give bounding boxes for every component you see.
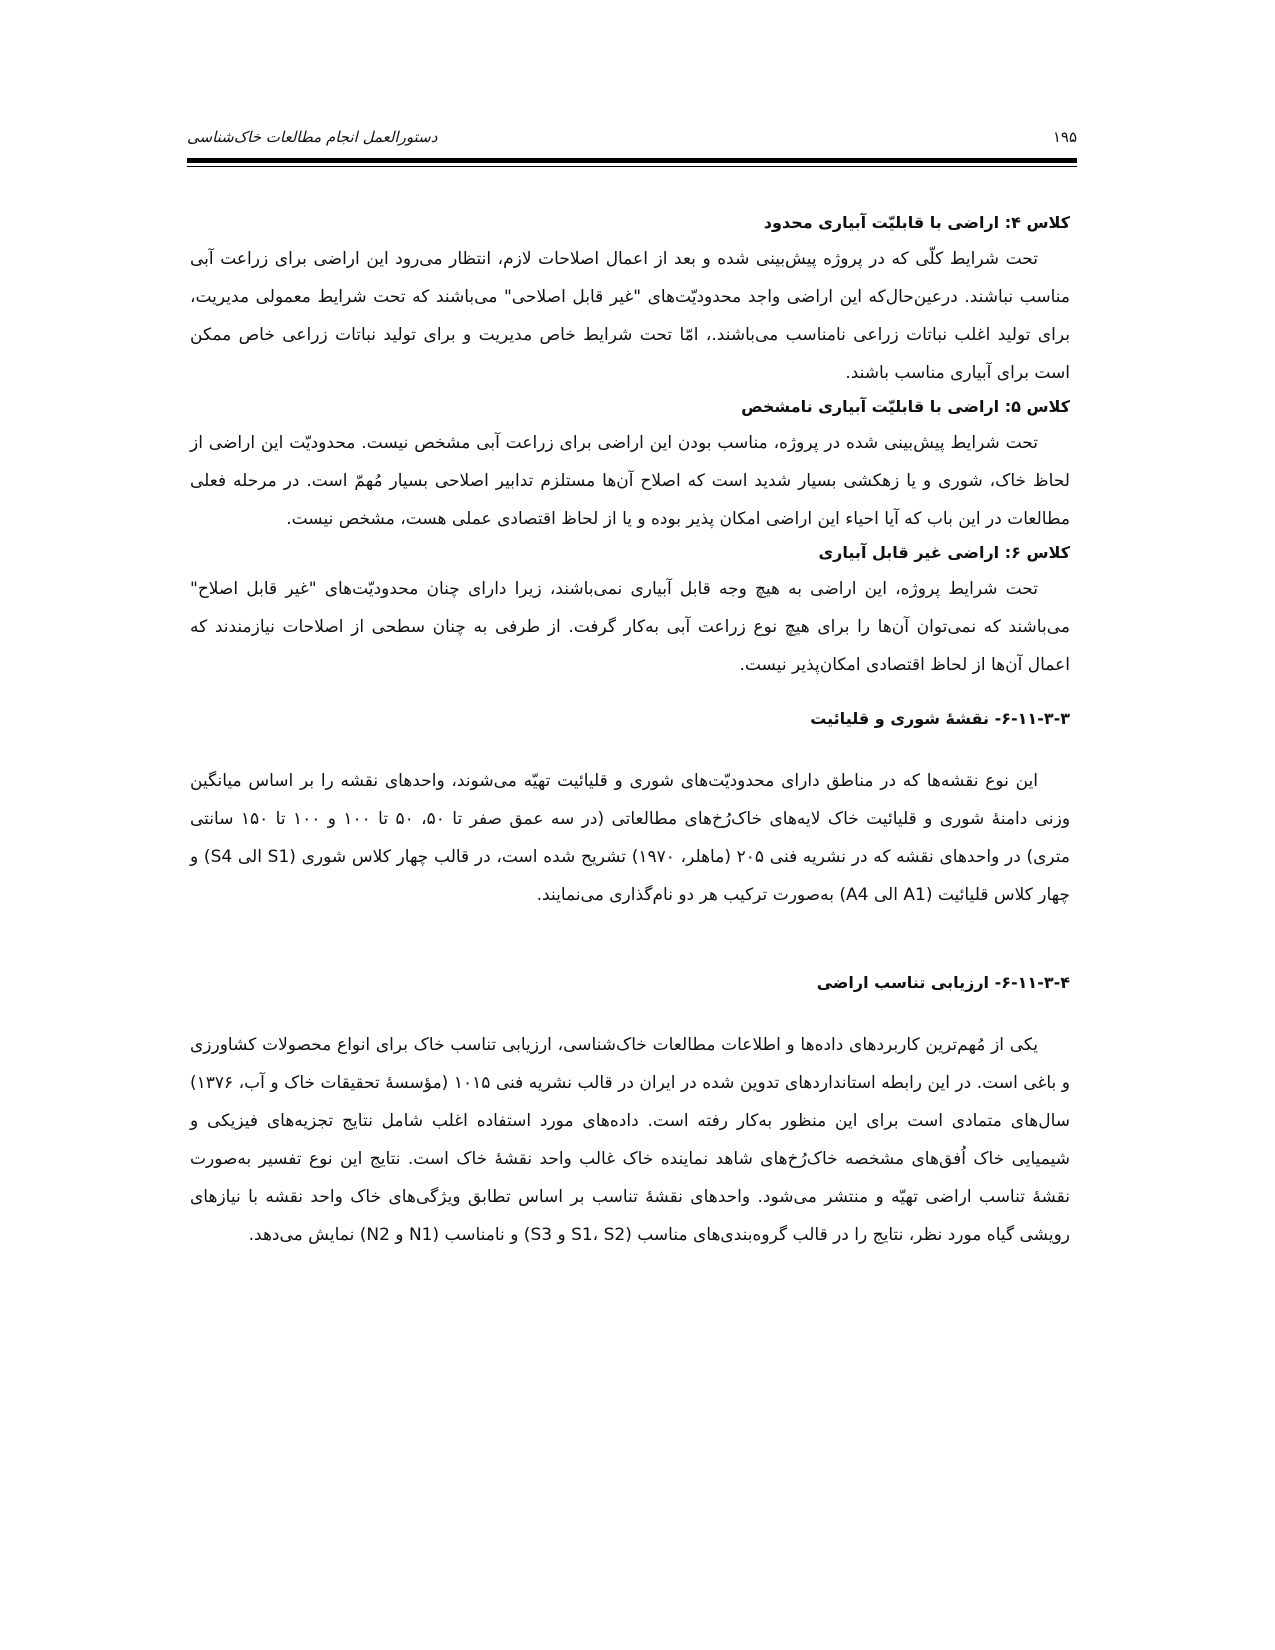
class6-heading: کلاس ۶: اراضی غیر قابل آبیاری [818, 543, 1070, 562]
section-gap [190, 918, 1070, 948]
header-rule-thick [187, 158, 1077, 163]
header-rule-thin [187, 166, 1077, 167]
class6-paragraph: تحت شرایط پروژه، این اراضی به هیچ وجه قابل آبیاری نمی‌باشند، زیرا دارای چنان محدودیّت‌های "غیر قابل اصلاح" می‌باشند که نمی‌توان آن‌ها را برای هیچ نوع زراعت آبی به‌کار گرفت. از طرفی به چنان سطحی از اصلاحات نیازمندند که اعمال آن‌ها از لحاظ اقتصادی امکان‌پذیر نیست. [190, 579, 1070, 675]
class4-heading: کلاس ۴: اراضی با قابلیّت آبیاری محدود [763, 213, 1070, 232]
salinity-section-paragraph: این نوع نقشه‌ها که در مناطق دارای محدودیّت‌های شوری و قلیائیت تهیّه می‌شوند، واحدهای نقشه را بر اساس میانگین وزنی دامنهٔ شوری و قلیائیت خاک لایه‌های خاک‌رُخ‌های مطالعاتی (در سه عمق صفر تا ۵۰، ۵۰ تا ۱۰۰ و ۱۰۰ تا ۱۵۰ سانتی متری) در واحدهای نقشه که در نشریه فنی ۲۰۵ (ماهلر، ۱۹۷۰) تشریح شده است، در قالب چهار کلاس شوری (S1 الی S4) و چهار کلاس قلیائیت (A1 الی A4) به‌صورت ترکیب هر دو نام‌گذاری می‌نمایند. [190, 771, 1071, 905]
suitability-section-paragraph: یکی از مُهم‌ترین کاربردهای داده‌ها و اطلاعات مطالعات خاک‌شناسی، ارزیابی تناسب خاک برای انواع محصولات کشاورزی و باغی است. در این رابطه استانداردهای تدوین شده در ایران در قالب نشریه فنی ۱۰۱۵ (مؤسسهٔ تحقیقات خاک و آب، ۱۳۷۶) سال‌های متمادی است برای این منظور به‌کار رفته است. داده‌های مورد استفاده اغلب شامل نتایج تجزیه‌های فیزیکی و شیمیایی خاک اُفق‌های مشخصه خاک‌رُخ‌های شاهد نماینده خاک غالب واحد نقشهٔ خاک است. نتایج این نوع تفسیر به‌صورت نقشهٔ تناسب اراضی تهیّه و منتشر می‌شود. واحدهای نقشهٔ تناسب بر اساس تطابق ویژگی‌های خاک واحد نقشه با نیازهای رویشی گیاه مورد نظر، نتایج را در قالب گروه‌بندی‌های مناسب (S1، S2 و S3) و نامناسب (N1 و N2) نمایش می‌دهد. [190, 1035, 1070, 1245]
main-content [190, 212, 1070, 1258]
class5-heading: کلاس ۵: اراضی با قابلیّت آبیاری نامشخص [741, 397, 1070, 416]
suitability-section-heading: ۶-۱۱-۳-۴- ارزیابی تناسب اراضی [816, 973, 1070, 992]
running-title: دستورالعمل انجام مطالعات خاک‌شناسی [187, 128, 438, 146]
page-header [187, 128, 1077, 154]
salinity-section-heading: ۶-۱۱-۳-۳- نقشهٔ شوری و قلیائیت [810, 709, 1070, 728]
class5-paragraph: تحت شرایط پیش‌بینی شده در پروژه، مناسب بودن این اراضی برای زراعت آبی مشخص نیست. محدودیّت این اراضی از لحاظ خاک، شوری و یا زهکشی بسیار شدید است که اصلاح آن‌ها مستلزم تدابیر اصلاحی بسیار مُهمّ است. در مرحله فعلی مطالعات در این باب که آیا احیاء این اراضی امکان پذیر بوده و یا از لحاظ اقتصادی عملی هست، مشخص نیست. [190, 433, 1070, 529]
page-number: ۱۹۵ [1052, 128, 1077, 146]
class4-paragraph: تحت شرایط کلّی که در پروژه پیش‌بینی شده و بعد از اعمال اصلاحات لازم، انتظار می‌رود این اراضی برای زراعت آبی مناسب نباشند. درعین‌حال‌که این اراضی واجد محدودیّت‌های "غیر قابل اصلاحی" می‌باشند که تحت شرایط معمولی مدیریت، برای تولید اغلب نباتات زراعی نامناسب می‌باشند.، امّا تحت شرایط خاص مدیریت و برای تولید نباتات زراعی خاص ممکن است برای آبیاری مناسب باشند. [190, 249, 1070, 383]
